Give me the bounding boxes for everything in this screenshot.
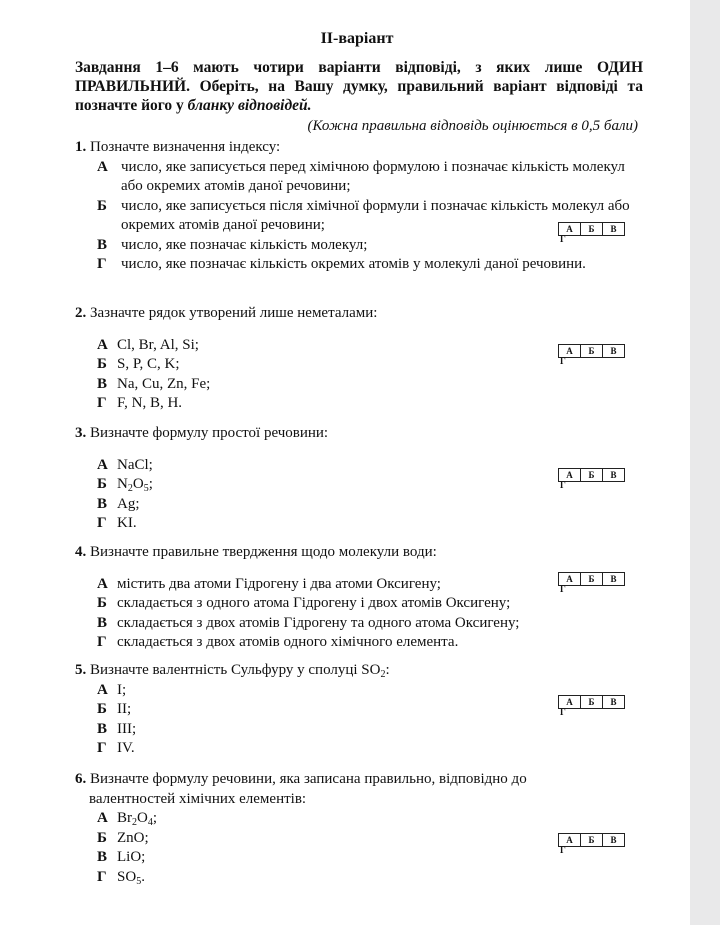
question-3 [75, 424, 328, 534]
option-c[interactable]: В III; [97, 720, 137, 737]
question-text: Зазначте рядок утворений лише неметалами: [90, 305, 378, 321]
option-d[interactable]: Г складається з двох атомів одного хімічного елемента. [97, 634, 459, 650]
option-b[interactable]: Б ZnO; [97, 829, 149, 846]
answer-cell-d[interactable]: Г [560, 480, 566, 490]
answer-cell-d[interactable]: Г [560, 584, 566, 594]
answer-cell-a[interactable]: А [566, 574, 573, 584]
option-a[interactable]: А Cl, Br, Al, Si; [97, 336, 199, 353]
option-c[interactable]: В LiO; [97, 849, 146, 865]
question-5 [75, 661, 390, 759]
option-d[interactable]: Г IV. [97, 740, 135, 756]
option-c[interactable]: В Ag; [97, 495, 140, 512]
option-d[interactable]: Г число, яке позначає кількість окремих атомів у молекулі даної речовини. [97, 256, 586, 272]
answer-cell-c[interactable]: В [602, 469, 624, 481]
option-b[interactable]: Б складається з одного атома Гідрогену і двох атомів Оксигену; [97, 595, 511, 611]
answer-box-6[interactable] [558, 833, 648, 855]
answer-cell-b[interactable]: Б [580, 696, 602, 708]
option-d[interactable]: Г F, N, B, H. [97, 395, 183, 411]
question-1 [75, 138, 635, 275]
option-c[interactable]: В число, яке позначає кількість молекул; [97, 236, 368, 253]
question-number: 2. [75, 305, 87, 321]
answer-cell-d[interactable]: Г [560, 234, 566, 244]
option-b[interactable]: Б число, яке записується після хімічної формули і позначає кількість молекул або окремих атомів даної речовини; [97, 197, 630, 233]
answer-cell-b[interactable]: Б [580, 345, 602, 357]
grading-note: (Кожна правильна відповідь оцінюється в 0,5 бали) [307, 118, 638, 134]
answer-cell-d[interactable]: Г [560, 707, 566, 717]
answer-cell-d[interactable]: Г [560, 845, 566, 855]
answer-box-3[interactable] [558, 468, 648, 490]
instructions-emphasis: бланку відповідей. [187, 97, 312, 114]
answer-cell-a[interactable]: А [566, 346, 573, 356]
answer-box-1[interactable] [558, 222, 648, 244]
answer-box-4[interactable] [558, 572, 648, 594]
answer-box-5[interactable] [558, 695, 648, 717]
answer-box-2[interactable] [558, 344, 648, 366]
option-c[interactable]: В складається з двох атомів Гідрогену та одного атома Оксигену; [97, 614, 520, 631]
option-d[interactable]: Г $SO_5$. [97, 868, 145, 887]
question-text: Позначте визначення індексу: [90, 139, 281, 155]
answer-cell-c[interactable]: В [602, 345, 624, 357]
option-d[interactable]: Г KI. [97, 515, 137, 531]
question-number: 4. [75, 544, 87, 560]
question-number: 5. [75, 662, 87, 678]
answer-cell-a[interactable]: А [566, 835, 573, 845]
question-text: Визначте правильне твердження щодо молекули води: [90, 544, 437, 560]
answer-cell-b[interactable]: Б [580, 469, 602, 481]
question-4 [75, 543, 519, 653]
answer-cell-b[interactable]: Б [580, 834, 602, 846]
question-text-line2: валентностей хімічних елементів: [89, 790, 307, 807]
instructions [75, 58, 643, 115]
option-a[interactable]: А NaCl; [97, 456, 153, 473]
question-number: 1. [75, 139, 87, 155]
answer-cell-c[interactable]: В [602, 834, 624, 846]
option-b[interactable]: Б II; [97, 701, 132, 717]
page-margin-strip [690, 0, 720, 925]
answer-cell-c[interactable]: В [602, 573, 624, 585]
answer-cell-b[interactable]: Б [580, 573, 602, 585]
question-number: 6. [75, 771, 87, 787]
answer-cell-c[interactable]: В [602, 223, 624, 235]
page-title: ІІ-варіант [320, 30, 394, 47]
question-number: 3. [75, 425, 87, 441]
answer-cell-a[interactable]: А [566, 470, 573, 480]
instructions-text: Завдання 1–6 мають чотири варіанти відповіді, з яких лише ОДИН ПРАВИЛЬНИЙ. Оберіть, на Вашу думку, правильний варіант відповіді та позначте його у [75, 59, 643, 114]
answer-cell-b[interactable]: Б [580, 223, 602, 235]
question-text: Визначте формулу речовини, яка записана правильно, відповідно до [90, 771, 527, 787]
option-a[interactable]: А I; [97, 681, 127, 698]
option-a[interactable]: А число, яке записується перед хімічною формулою і позначає кількість молекул або окремих атомів даної речовини; [97, 158, 625, 194]
question-2 [75, 304, 377, 414]
answer-cell-a[interactable]: А [566, 224, 573, 234]
option-b[interactable]: Б S, P, C, K; [97, 356, 180, 372]
question-text: Визначте формулу простої речовини: [90, 425, 329, 441]
question-6 [75, 770, 527, 887]
question-text: Визначте валентність Сульфуру у сполуці $SO_2$: [90, 662, 390, 680]
answer-cell-a[interactable]: А [566, 697, 573, 707]
option-a[interactable]: А $Br_2O_4$; [97, 810, 158, 828]
answer-cell-d[interactable]: Г [560, 356, 566, 366]
option-a[interactable]: А містить два атоми Гідрогену і два атоми Оксигену; [97, 575, 441, 592]
option-b[interactable]: Б $N_2O_5$; [97, 476, 153, 494]
answer-cell-c[interactable]: В [602, 696, 624, 708]
option-c[interactable]: В Na, Cu, Zn, Fe; [97, 375, 211, 392]
